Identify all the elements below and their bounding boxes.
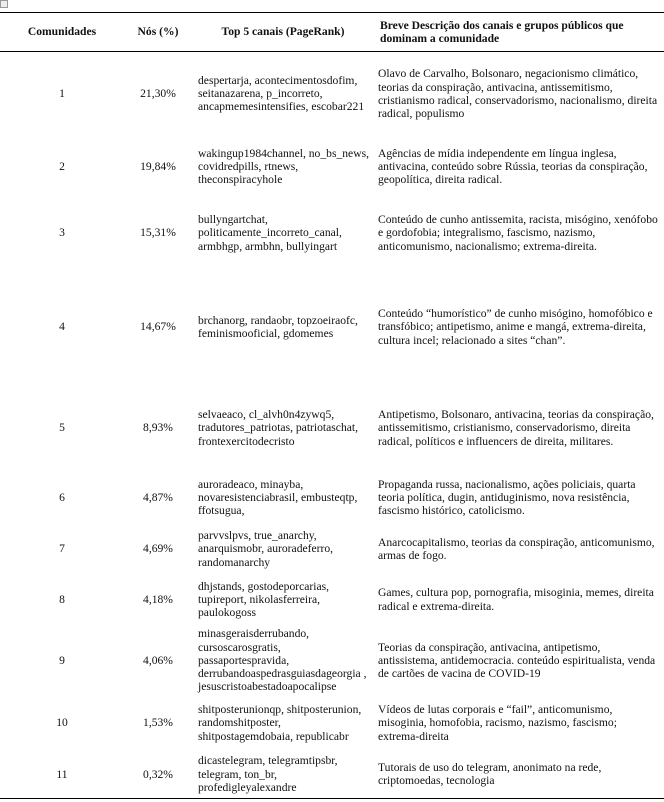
nodes-percent-cell: 21,30% (140, 87, 176, 101)
description-cell: Antipetismo, Bolsonaro, antivacina, teorias da conspiração, antissemitismo, cristianismo, conservadorismo, direita radical, políticos e influencers de direita, militares. (378, 408, 654, 448)
description-cell: Tutorais de uso do telegram, anonimato na rede, criptomoedas, tecnologia (378, 761, 602, 788)
table-row (0, 269, 664, 386)
header-communities: Comunidades (27, 25, 97, 39)
table-row (0, 136, 664, 198)
nodes-percent-cell: 14,67% (140, 320, 176, 334)
description-cell: Games, cultura pop, pornografia, misoginia, memes, direita radical e extrema-direita. (378, 586, 654, 613)
nodes-percent-cell: 1,53% (143, 716, 173, 730)
community-cell: 11 (56, 767, 68, 781)
description-cell: Propaganda russa, nacionalismo, ações policiais, quarta teoria política, dugin, antiduginismo, nova resistência, fascismo histórico, catolicismo. (378, 477, 636, 518)
top-channels-cell: brchanorg, randaobr, topzoeiraofc, feminismooficial, gdomemes (198, 313, 358, 340)
table-header-row (0, 13, 664, 52)
description-cell: Vídeos de lutas corporais e “fail”, anticomunismo, misoginia, homofobia, racismo, nazismo, fascismo; extrema-direita (378, 703, 617, 743)
header-description: Breve Descrição dos canais e grupos públicos que dominam a comunidade (380, 18, 624, 45)
top-channels-cell: selvaeaco, cl_alvh0n4zywq5, tradutores_patriotas, patriotaschat, frontexercitodecristo (198, 408, 359, 448)
community-cell: 9 (59, 653, 65, 667)
communities-table (0, 12, 664, 799)
community-cell: 5 (59, 421, 65, 435)
nodes-percent-cell: 4,87% (143, 490, 173, 504)
table-row (0, 52, 664, 136)
nodes-percent-cell: 15,31% (140, 226, 176, 240)
table-row (0, 525, 664, 574)
table-row (0, 198, 664, 269)
description-cell: Teorias da conspiração, antivacina, antipetismo, antissistema, antidemocracia. conteúdo espiritualista, venda de cartões de vacina de COVID-19 (378, 640, 656, 681)
nodes-percent-cell: 4,06% (143, 653, 173, 667)
nodes-percent-cell: 0,32% (143, 767, 173, 781)
top-channels-cell: shitposterunionqp, shitposterunion, randomshitposter, shitpostagemdobaia, republicabr (198, 703, 362, 743)
table-row (0, 386, 664, 471)
description-cell: Olavo de Carvalho, Bolsonaro, negacionismo climático, teorias da conspiração, antivacina, antissemitismo, cristianismo radical, conservadorismo, nacionalismo, direita radical, populismo (378, 67, 658, 120)
nodes-percent-cell: 4,18% (143, 592, 173, 606)
top-channels-cell: wakingup1984channel, no_bs_news, covidredpills, rtnews, theconspiracyhole (198, 146, 369, 187)
description-cell: Conteúdo de cunho antissemita, racista, misógino, xenófobo e gordofobia; integralismo, fascismo, nazismo, anticomunismo, nacionalismo; extrema-direita. (378, 213, 658, 253)
description-cell: Anarcocapitalismo, teorias da conspiração, anticomunismo, armas de fogo. (378, 535, 655, 562)
top-channels-cell: minasgeraisderrubando, cursoscarosgratis, passaportespravida, derrubandoaspedrasguiasdageorgia , jesuscristoabestadoapocalipse (198, 627, 367, 694)
community-cell: 6 (59, 490, 65, 504)
community-cell: 7 (59, 542, 65, 556)
top-channels-cell: dhjstands, gostodeporcarias, tupireport, nikolasferreira, paulokogoss (198, 579, 330, 620)
top-channels-cell: dicastelegram, telegramtipsbr, telegram, ton_br, profedigleyalexandre (198, 754, 338, 794)
header-top-channels: Top 5 canais (PageRank) (221, 25, 345, 39)
community-cell: 10 (56, 716, 68, 730)
description-cell: Agências de mídia independente em língua inglesa, antivacina, conteúdo sobre Rússia, teorias da conspiração, geopolítica, direita radical. (378, 146, 648, 187)
table-row (0, 626, 664, 696)
description-cell: Conteúdo “humorístico” de cunho misógino, homofóbico e transfóbico; antipetismo, anime e mangá, extrema-direita, cultura incel; relacionado a sites “chan”. (378, 307, 653, 347)
nodes-percent-cell: 19,84% (140, 159, 176, 173)
community-cell: 8 (59, 592, 65, 606)
table-row (0, 696, 664, 751)
table-row (0, 751, 664, 799)
header-nodes: Nós (%) (137, 25, 179, 39)
table-selection-handle[interactable] (0, 0, 8, 8)
nodes-percent-cell: 8,93% (143, 421, 173, 435)
nodes-percent-cell: 4,69% (143, 542, 173, 556)
top-channels-cell: auroradeaco, minayba, novaresistenciabrasil, embusteqtp, ffotsugua, (198, 477, 358, 518)
top-channels-cell: parvvslpvs, true_anarchy, anarquismobr, auroradeferro, randomanarchy (198, 529, 334, 569)
community-cell: 4 (59, 320, 65, 334)
top-channels-cell: despertarja, acontecimentosdofim, seitanazarena, p_incorreto, ancapmemesintensifies, escobar221 (198, 73, 365, 114)
community-cell: 1 (59, 87, 65, 101)
top-channels-cell: bullyngartchat, politicamente_incorreto_canal, armbhgp, armbhn, bullyingart (198, 213, 342, 253)
community-cell: 2 (59, 159, 65, 173)
table-row (0, 471, 664, 525)
community-cell: 3 (59, 226, 65, 240)
table-row (0, 574, 664, 626)
